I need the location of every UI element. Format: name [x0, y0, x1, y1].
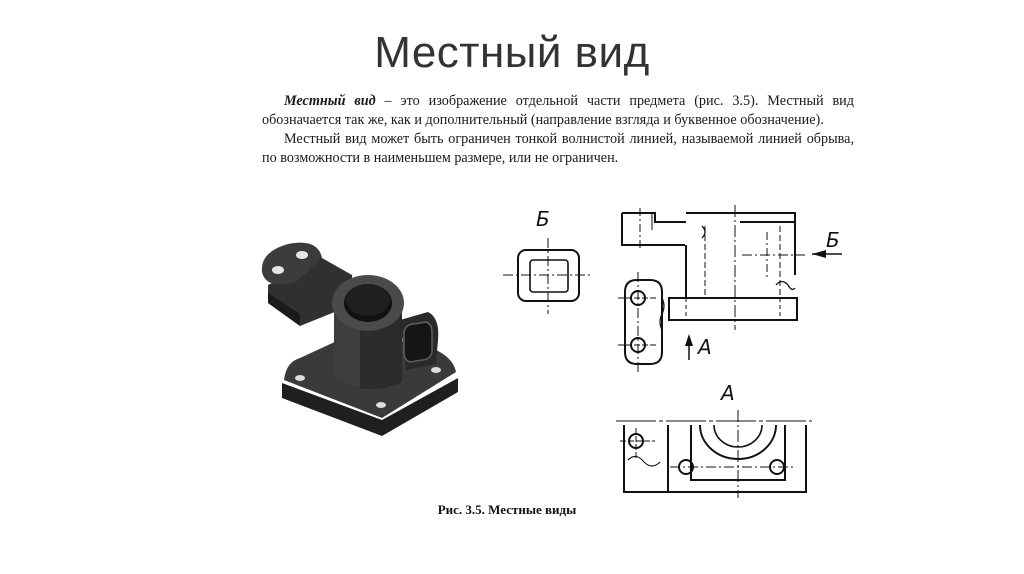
label-view-a: А	[721, 381, 735, 405]
label-arrow-b: Б	[826, 228, 840, 252]
label-view-b: Б	[536, 207, 550, 231]
term-local-view: Местный вид	[284, 93, 376, 109]
slide-title: Местный вид	[374, 28, 650, 77]
local-view-boss	[618, 272, 712, 372]
paragraph-1-text: – это изображение отдельной части предмета (рис. 3.5). Местный вид обозначается так же, как и дополнительный (направление взгляда и буквенное обозначение).	[262, 93, 854, 128]
label-arrow-a: А	[698, 335, 712, 359]
figure-caption: Рис. 3.5. Местные виды	[437, 502, 577, 517]
local-view-a	[616, 381, 812, 498]
paragraph-2: Местный вид может быть ограничен тонкой волнистой линией, называемой линией обрыва, по возможности в наименьшем размере, или не ограничен.	[262, 131, 854, 166]
local-view-b	[503, 207, 593, 314]
isometric-part-render	[262, 243, 458, 436]
main-view	[622, 205, 842, 330]
